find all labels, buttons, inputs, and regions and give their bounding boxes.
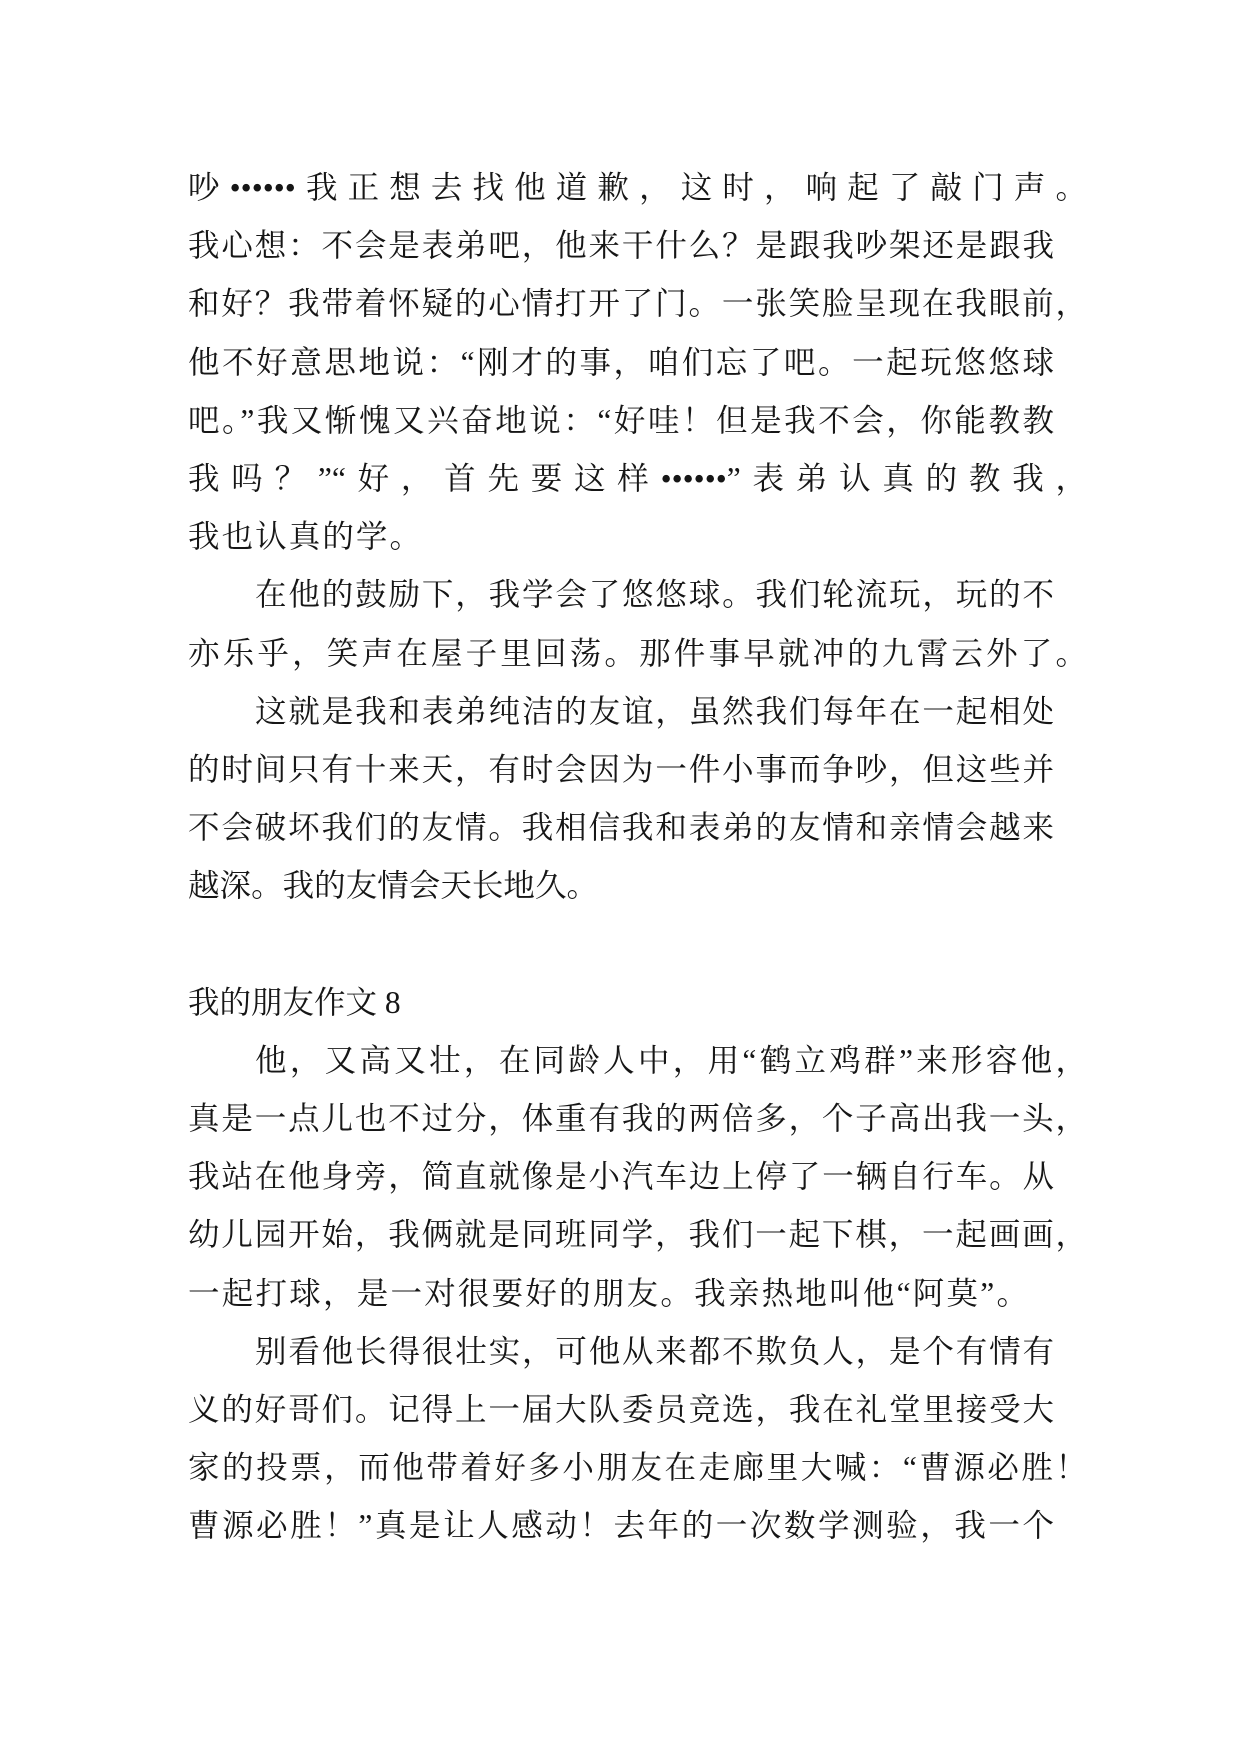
- text-line: 他，又高又壮，在同龄人中，用“鹤立鸡群”来形容他，: [255, 1042, 1087, 1078]
- paragraph: [188, 1323, 1108, 1556]
- text-line: 义的好哥们。记得上一届大队委员竞选，我在礼堂里接受大: [188, 1391, 1054, 1427]
- paragraph: [188, 683, 1108, 916]
- text-line: 亦乐乎，笑声在屋子里回荡。那件事早就冲的九霄云外了。: [188, 635, 1087, 671]
- text-line: 在他的鼓励下，我学会了悠悠球。我们轮流玩，玩的不: [255, 577, 1054, 613]
- text-line: 吧。”我又惭愧又兴奋地说：“好哇！但是我不会，你能教教: [188, 402, 1054, 438]
- text-line: 别看他长得很壮实，可他从来都不欺负人，是个有情有: [255, 1333, 1054, 1369]
- text-line: 家的投票，而他带着好多小朋友在走廊里大喊：“曹源必胜！: [188, 1450, 1087, 1486]
- text-line: 越深。我的友情会天长地久。: [188, 868, 598, 904]
- text-line: 真是一点儿也不过分，体重有我的两倍多，个子高出我一头，: [188, 1101, 1087, 1136]
- text-line: 他不好意思地说：“刚才的事，咱们忘了吧。一起玩悠悠球: [188, 344, 1054, 380]
- text-line: 我吗？”“好，首先要这样••••••”表弟认真的教我，: [188, 460, 1087, 496]
- paragraph: [188, 566, 1108, 682]
- document-body: [188, 159, 1108, 1556]
- text-line: 吵••••••我正想去找他道歉，这时，响起了敲门声。: [188, 170, 1087, 205]
- text-line: 一起打球，是一对很要好的朋友。我亲热地叫他“阿莫”。: [188, 1275, 1028, 1311]
- text-line: 我心想：不会是表弟吧，他来干什么？是跟我吵架还是跟我: [188, 228, 1054, 264]
- text-line: 幼儿园开始，我俩就是同班同学，我们一起下棋，一起画画，: [188, 1217, 1087, 1253]
- text-line: 的时间只有十来天，有时会因为一件小事而争吵，但这些并: [188, 751, 1054, 787]
- essay-title: 我的朋友作文 8: [188, 984, 401, 1020]
- paragraph: [188, 159, 1108, 566]
- text-line: 这就是我和表弟纯洁的友谊，虽然我们每年在一起相处: [255, 693, 1054, 729]
- text-line: 曹源必胜！”真是让人感动！去年的一次数学测验，我一个: [188, 1508, 1054, 1544]
- text-line: 我也认真的学。: [188, 519, 421, 555]
- text-line: 和好？我带着怀疑的心情打开了门。一张笑脸呈现在我眼前，: [188, 286, 1087, 322]
- story-continuation-section: [188, 159, 1108, 915]
- paragraph: [188, 1032, 1108, 1323]
- text-line: 我站在他身旁，简直就像是小汽车边上停了一辆自行车。从: [188, 1159, 1054, 1195]
- text-line: 不会破坏我们的友情。我相信我和表弟的友情和亲情会越来: [188, 810, 1054, 846]
- essay-section: [188, 974, 1108, 1556]
